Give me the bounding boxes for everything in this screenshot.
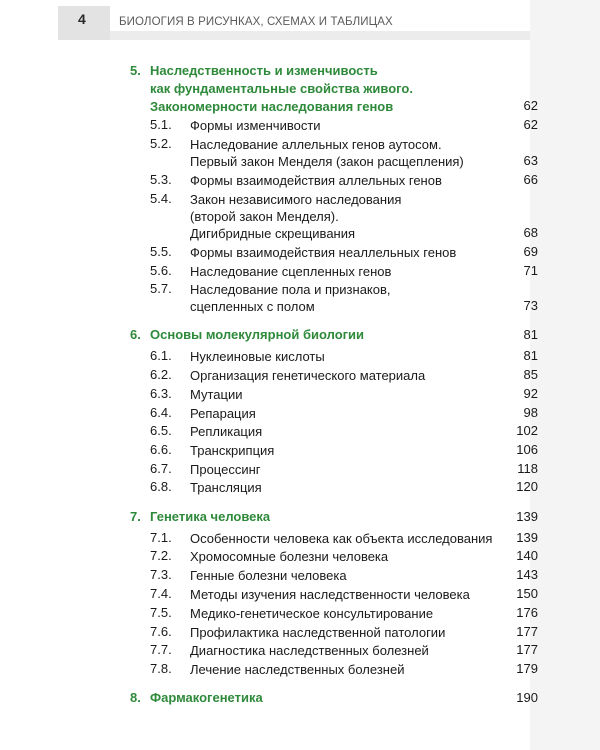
section-page: 190 <box>516 690 538 705</box>
item-title[interactable] <box>190 661 404 678</box>
item-number: 5.4. <box>150 191 172 206</box>
item-title[interactable] <box>190 530 492 547</box>
item-page: 177 <box>516 624 538 639</box>
item-page: 85 <box>523 367 538 382</box>
item-title-line: сцепленных с полом <box>190 299 315 314</box>
item-number: 7.2. <box>150 548 172 563</box>
page-edge <box>530 0 600 750</box>
header-rule <box>110 31 530 40</box>
item-title-line: Медико-генетическое консультирование <box>190 606 434 621</box>
item-title-line: Наследование пола и признаков, <box>190 282 391 297</box>
section-title[interactable] <box>150 689 263 707</box>
item-title-line: Профилактика наследственной патологии <box>190 625 446 640</box>
item-title-line: Формы изменчивости <box>190 118 321 133</box>
item-title[interactable] <box>190 244 456 261</box>
item-title[interactable] <box>190 191 401 242</box>
item-title[interactable] <box>190 567 347 584</box>
item-title-line: Транскрипция <box>190 443 275 458</box>
item-title[interactable] <box>190 605 433 622</box>
item-title-line: Репликация <box>190 424 263 439</box>
item-number: 5.3. <box>150 172 172 187</box>
section-title-line: Закономерности наследования генов <box>150 99 394 114</box>
item-title[interactable] <box>190 263 391 280</box>
item-number: 7.6. <box>150 624 172 639</box>
item-title[interactable] <box>190 281 391 315</box>
item-number: 5.6. <box>150 263 172 278</box>
item-number: 5.2. <box>150 136 172 151</box>
item-title-line: Первый закон Менделя (закон расщепления) <box>190 154 464 169</box>
item-number: 6.6. <box>150 442 172 457</box>
item-title[interactable] <box>190 479 262 496</box>
item-title[interactable] <box>190 624 445 641</box>
item-page: 73 <box>523 298 538 313</box>
item-number: 7.5. <box>150 605 172 620</box>
page-header <box>0 0 600 40</box>
item-page: 179 <box>516 661 538 676</box>
item-title-line: Методы изучения наследственности человека <box>190 587 470 602</box>
item-number: 6.3. <box>150 386 172 401</box>
item-title-line: Мутации <box>190 387 243 402</box>
item-page: 66 <box>523 172 538 187</box>
item-page: 62 <box>523 117 538 132</box>
item-title[interactable] <box>190 367 425 384</box>
item-page: 98 <box>523 405 538 420</box>
item-title[interactable] <box>190 642 429 659</box>
item-title-line: Хромосомные болезни человека <box>190 549 389 564</box>
item-number: 7.3. <box>150 567 172 582</box>
item-title[interactable] <box>190 461 261 478</box>
item-title[interactable] <box>190 348 325 365</box>
item-title[interactable] <box>190 548 388 565</box>
section-page: 139 <box>516 509 538 524</box>
item-number: 7.4. <box>150 586 172 601</box>
item-page: 63 <box>523 153 538 168</box>
item-page: 143 <box>516 567 538 582</box>
item-page: 176 <box>516 605 538 620</box>
item-title-line: Закон независимого наследования <box>190 192 402 207</box>
item-page: 139 <box>516 530 538 545</box>
item-title-line: Наследование сцепленных генов <box>190 264 392 279</box>
item-page: 102 <box>516 423 538 438</box>
item-page: 68 <box>523 225 538 240</box>
section-title-line: как фундаментальные свойства живого. <box>150 81 413 96</box>
item-number: 6.1. <box>150 348 172 363</box>
item-title[interactable] <box>190 136 464 170</box>
item-page: 81 <box>523 348 538 363</box>
running-title: БИОЛОГИЯ В РИСУНКАХ, СХЕМАХ И ТАБЛИЦАХ <box>119 16 393 28</box>
item-title-line: Репарация <box>190 406 256 421</box>
section-title-line: Генетика человека <box>150 509 271 524</box>
item-title-line: Формы взаимодействия неаллельных генов <box>190 245 457 260</box>
item-title[interactable] <box>190 423 262 440</box>
item-number: 5.5. <box>150 244 172 259</box>
item-number: 6.4. <box>150 405 172 420</box>
item-title-line: Лечение наследственных болезней <box>190 662 405 677</box>
item-title[interactable] <box>190 386 242 403</box>
item-title-line: Нуклеиновые кислоты <box>190 349 325 364</box>
item-title-line: Формы взаимодействия аллельных генов <box>190 173 442 188</box>
item-title[interactable] <box>190 442 274 459</box>
item-number: 7.8. <box>150 661 172 676</box>
section-number: 8. <box>130 690 141 705</box>
item-number: 6.7. <box>150 461 172 476</box>
section-title-line: Фармакогенетика <box>150 690 263 705</box>
section-title[interactable] <box>150 326 364 344</box>
item-title[interactable] <box>190 405 256 422</box>
item-title-line: Трансляция <box>190 480 262 495</box>
section-title-line: Наследственность и изменчивость <box>150 63 378 78</box>
item-page: 118 <box>517 461 538 476</box>
item-number: 7.7. <box>150 642 172 657</box>
item-title-line: Генные болезни человека <box>190 568 347 583</box>
item-title-line: Диагностика наследственных болезней <box>190 643 429 658</box>
item-page: 69 <box>523 244 538 259</box>
item-page: 106 <box>516 442 538 457</box>
section-title[interactable] <box>150 62 413 116</box>
section-title[interactable] <box>150 508 270 526</box>
item-page: 140 <box>516 548 538 563</box>
item-page: 120 <box>516 479 538 494</box>
section-page: 81 <box>523 327 538 342</box>
item-number: 6.5. <box>150 423 172 438</box>
item-number: 5.1. <box>150 117 172 132</box>
item-title-line: Организация генетического материала <box>190 368 426 383</box>
section-page: 62 <box>523 98 538 113</box>
item-title-line: (второй закон Менделя). <box>190 209 339 224</box>
item-page: 71 <box>523 263 538 278</box>
section-title-line: Основы молекулярной биологии <box>150 327 365 342</box>
item-page: 177 <box>516 642 538 657</box>
item-title[interactable] <box>190 172 442 189</box>
item-number: 6.8. <box>150 479 172 494</box>
item-title-line: Дигибридные скрещивания <box>190 226 356 241</box>
item-title[interactable] <box>190 117 321 134</box>
page-number: 4 <box>78 11 86 27</box>
item-title-line: Наследование аллельных генов аутосом. <box>190 137 442 152</box>
section-number: 5. <box>130 63 141 78</box>
item-number: 7.1. <box>150 530 172 545</box>
item-page: 92 <box>523 386 538 401</box>
item-title[interactable] <box>190 586 470 603</box>
item-title-line: Процессинг <box>190 462 261 477</box>
item-title-line: Особенности человека как объекта исследования <box>190 531 493 546</box>
item-number: 5.7. <box>150 281 172 296</box>
section-number: 7. <box>130 509 141 524</box>
section-number: 6. <box>130 327 141 342</box>
item-page: 150 <box>516 586 538 601</box>
item-number: 6.2. <box>150 367 172 382</box>
